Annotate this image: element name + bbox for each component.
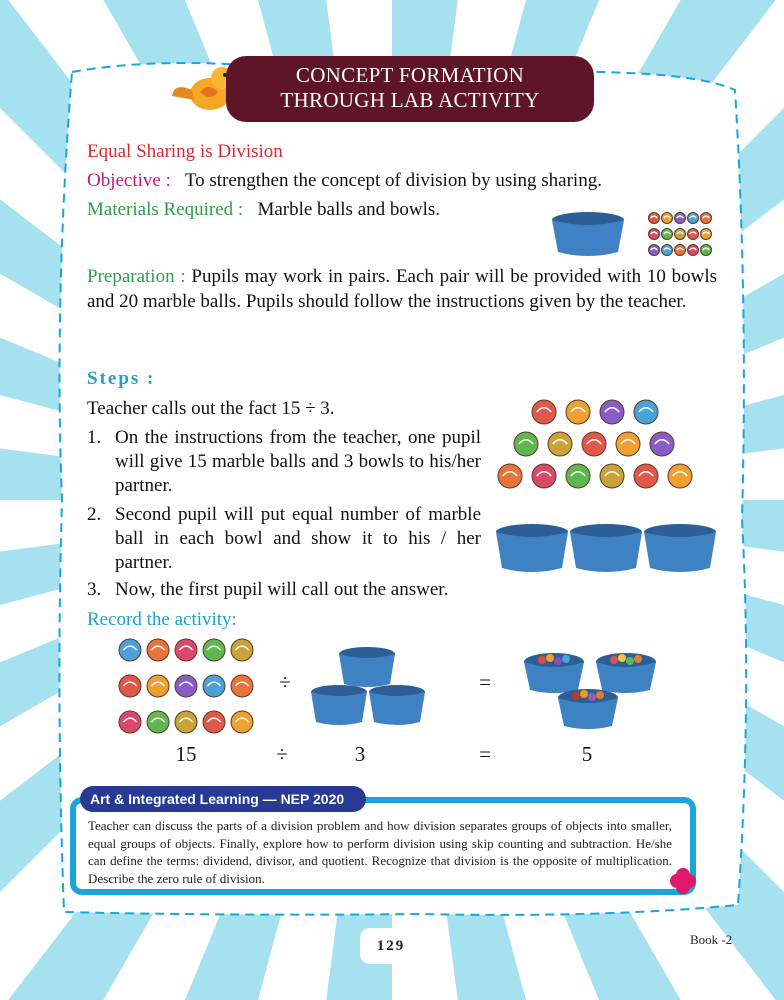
marble-icon	[532, 400, 556, 424]
marble-icon	[649, 229, 660, 240]
bowl-icon	[570, 524, 642, 572]
marble-icon	[548, 432, 572, 456]
marble-icon	[662, 245, 673, 256]
divisor-value: 3	[354, 742, 366, 766]
marble-icon	[147, 711, 169, 733]
bowl-with-marbles-icon	[558, 689, 618, 729]
step-number: 1.	[87, 427, 102, 448]
marble-icon	[175, 711, 197, 733]
page-title	[226, 56, 594, 122]
materials-illustration	[548, 206, 718, 262]
objective-text: To strengthen the concept of division by using sharing.	[184, 170, 602, 191]
marble-icon	[688, 213, 699, 224]
step-item	[87, 503, 487, 575]
art-integrated-tab: Art & Integrated Learning — NEP 2020	[80, 786, 366, 812]
marble-icon	[675, 229, 686, 240]
marble-icon	[634, 464, 658, 488]
marble-icon	[566, 464, 590, 488]
marble-icon	[650, 432, 674, 456]
marble-icon	[175, 675, 197, 697]
marble-icon	[532, 464, 556, 488]
objective-line	[87, 169, 602, 193]
step-text: On the instructions from the teacher, one pupil will give 15 marble balls and 3 bowls to his/her partner.	[115, 427, 481, 496]
marble-icon	[231, 639, 253, 661]
marble-icon	[147, 675, 169, 697]
quotient-value: 5	[581, 742, 593, 766]
dividend-value: 15	[175, 742, 197, 766]
step-text: Now, the first pupil will call out the answer.	[115, 579, 449, 600]
title-line-1: CONCEPT FORMATION	[295, 63, 525, 87]
marble-icon	[675, 213, 686, 224]
bowl-icon	[369, 685, 425, 725]
steps-heading: Steps :	[87, 368, 156, 389]
marble-icon	[668, 464, 692, 488]
preparation-paragraph	[87, 265, 717, 314]
materials-text: Marble balls and bowls.	[257, 199, 441, 220]
record-heading: Record the activity:	[87, 609, 237, 630]
marble-icon	[701, 245, 712, 256]
marble-icon	[688, 229, 699, 240]
marble-icon	[203, 639, 225, 661]
marble-icon	[662, 229, 673, 240]
topic-heading: Equal Sharing is Division	[87, 141, 283, 162]
step-item	[87, 578, 507, 604]
bowl-with-marbles-icon	[524, 653, 584, 693]
marble-icon	[649, 213, 660, 224]
flower-icon	[668, 866, 698, 896]
book-label: Book -2	[690, 932, 733, 947]
marble-icon	[649, 245, 660, 256]
marble-icon	[175, 639, 197, 661]
divide-sign: ÷	[276, 742, 288, 766]
step-item	[87, 426, 487, 498]
page-number: 129	[360, 928, 422, 964]
equals-sign: =	[479, 742, 491, 766]
preparation-label: Preparation :	[87, 266, 186, 287]
marble-icon	[203, 675, 225, 697]
title-line-2: THROUGH LAB ACTIVITY	[280, 88, 540, 112]
marble-icon	[119, 639, 141, 661]
marble-icon	[566, 400, 590, 424]
step-number: 3.	[87, 579, 102, 600]
step-number: 2.	[87, 504, 102, 525]
step-text: Second pupil will put equal number of marble ball in each bowl and show it to his / her partner.	[115, 504, 481, 573]
division-illustration	[110, 632, 670, 742]
marble-icon	[701, 213, 712, 224]
marble-icon	[675, 245, 686, 256]
marbles-fifteen-illustration	[490, 396, 700, 496]
preparation-text: Pupils may work in pairs. Each pair will be provided with 10 bowls and 20 marble balls. Pupils should follow the instructions given by the teacher.	[87, 266, 717, 312]
marble-icon	[147, 639, 169, 661]
bowl-with-marbles-icon	[596, 653, 656, 693]
marble-icon	[231, 711, 253, 733]
art-integrated-text: Teacher can discuss the parts of a division problem and how division separates groups of objects into smaller, equal groups of objects. Finally, explore how to perform division using skip counting and subtraction. He/she can define the terms: dividend, divisor, and quotient. Recognize that division is the opposite of multiplication. Describe the zero rule of division.	[88, 818, 672, 886]
bowl-icon	[552, 212, 624, 256]
marble-icon	[231, 675, 253, 697]
three-bowls-illustration	[494, 516, 718, 576]
marble-icon	[119, 711, 141, 733]
marble-icon	[203, 711, 225, 733]
marble-icon	[701, 229, 712, 240]
marble-icon	[662, 213, 673, 224]
bowl-icon	[644, 524, 716, 572]
steps-intro: Teacher calls out the fact 15 ÷ 3.	[87, 398, 335, 419]
materials-line	[87, 198, 440, 222]
marble-icon	[582, 432, 606, 456]
bowl-icon	[339, 647, 395, 687]
marble-icon	[688, 245, 699, 256]
marble-icon	[600, 464, 624, 488]
bowl-icon	[496, 524, 568, 572]
bowl-icon	[311, 685, 367, 725]
marble-icon	[634, 400, 658, 424]
marble-icon	[119, 675, 141, 697]
marble-icon	[616, 432, 640, 456]
marble-icon	[514, 432, 538, 456]
equals-sign-symbol: =	[479, 670, 491, 694]
objective-label: Objective :	[87, 170, 171, 191]
marble-icon	[600, 400, 624, 424]
marble-icon	[498, 464, 522, 488]
divide-sign-symbol: ÷	[279, 670, 291, 694]
materials-label: Materials Required :	[87, 199, 244, 220]
